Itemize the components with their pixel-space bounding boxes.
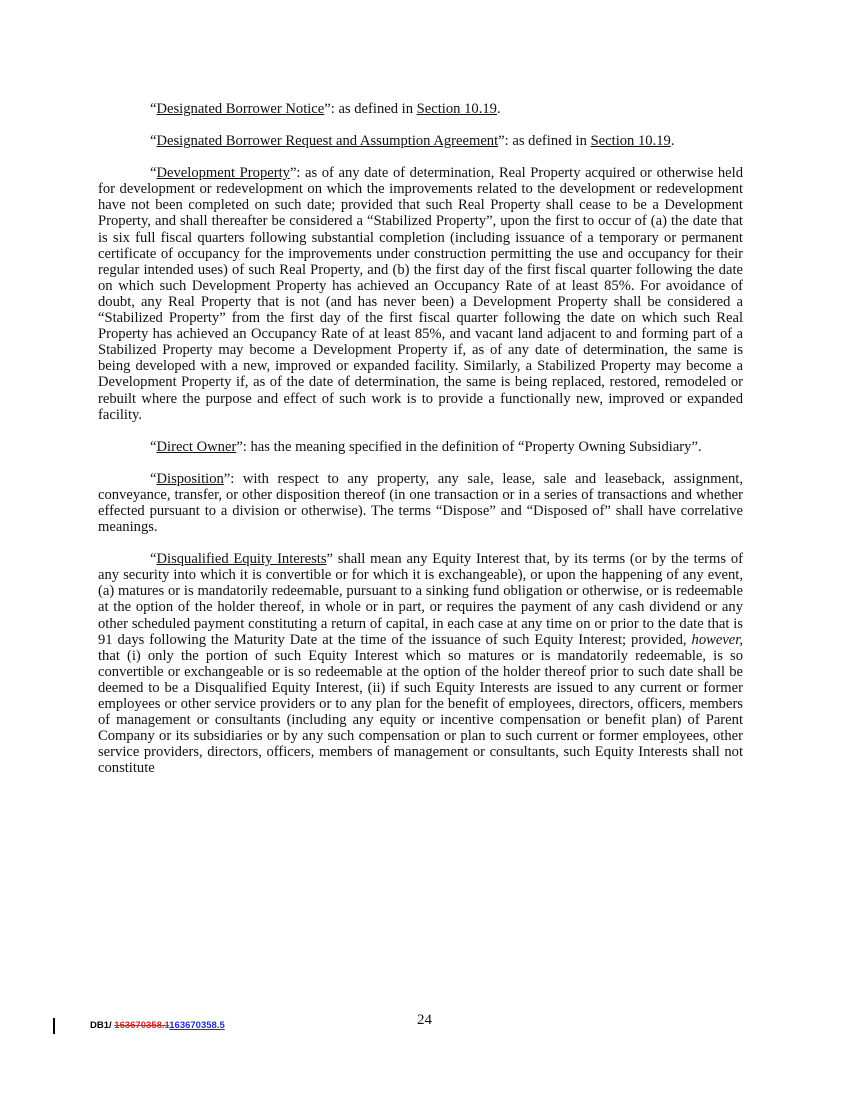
page-number: 24 bbox=[417, 1012, 432, 1028]
document-id-deleted: 163670358.1 bbox=[114, 1020, 170, 1031]
defined-term: Direct Owner bbox=[156, 438, 237, 455]
definition-paragraph bbox=[98, 165, 743, 423]
document-id-inserted: 163670358.5 bbox=[169, 1020, 225, 1031]
definition-text: “ bbox=[150, 551, 157, 568]
definition-paragraph bbox=[98, 439, 743, 455]
definition-paragraph bbox=[98, 471, 743, 535]
definition-text: ”: as defined in bbox=[498, 133, 591, 150]
defined-term: Designated Borrower Notice bbox=[156, 101, 325, 117]
defined-term: Disqualified Equity Interests bbox=[156, 551, 327, 568]
italic-text: however, bbox=[691, 631, 743, 648]
definition-text: ”: with respect to any property, any sale, lease, sale and leaseback, assignment, conveyance, transfer, or other disposition thereof (in one transaction or in a series of transactions and whether effected pursuant to a division or otherwise). The terms “Dispose” and “Disposed of” shall have correlative meanings. bbox=[98, 470, 743, 536]
definition-text: . bbox=[496, 101, 501, 117]
defined-term: Designated Borrower Request and Assumption Agreement bbox=[156, 133, 499, 150]
definition-text: “ bbox=[150, 470, 157, 487]
definition-text: “ bbox=[150, 101, 157, 117]
definition-text: “ bbox=[150, 438, 157, 455]
definitions-body bbox=[98, 101, 743, 792]
definition-text: . bbox=[670, 133, 675, 150]
definition-text: ”: as defined in bbox=[324, 101, 417, 117]
document-id bbox=[90, 1020, 225, 1031]
definition-text: “ bbox=[150, 165, 157, 182]
definition-text: that (i) only the portion of such Equity Interest which so matures or is mandatorily redeemable, is so convertible or exchangeable or is so redeemable at the option of the holder thereof prior to such date shall be deemed to be a Disqualified Equity Interest, (ii) if such Equity Interests are issued to any current or former employees or other service providers or to any plan for the benefit of employees, directors, officers, members of management or consultants (including any equity or incentive compensation or benefit plan) of Parent Company or its subsidiaries or by any such compensation or plan to such current or former employees, other service providers, directors, officers, members of management or consultants, such Equity Interests shall not constitute bbox=[98, 647, 743, 777]
document-id-prefix: DB1/ bbox=[90, 1020, 115, 1031]
revision-change-bar bbox=[53, 1018, 55, 1034]
definition-paragraph bbox=[98, 101, 743, 117]
definition-text: ”: as of any date of determination, Real Property acquired or otherwise held for development or redevelopment on which the improvements related to the development or redevelopment have not been completed on such date; provided that such Real Property shall cease to be a Development Property, and shall thereafter be considered a “Stabilized Property”, upon the first to occur of (a) the date that is six full fiscal quarters following substantial completion (including issuance of a temporary or permanent certificate of occupancy for the improvements under construction permitting the use and occupancy for their regular intended uses) of such Real Property, and (b) the first day of the first fiscal quarter following the date on which such Development Property has achieved an Occupancy Rate of at least 85%. For avoidance of doubt, any Real Property that is not (and has never been) a Development Property shall be considered a “Stabilized Property” from the first day of the first fiscal quarter following the date on which such Real Property has achieved an Occupancy Rate of at least 85%, and vacant land adjacent to and forming part of a Stabilized Property may become a Development Property if, as of any date of determination, the same is being developed with a new, improved or expanded facility. Similarly, a Stabilized Property may become a Development Property if, as of the date of determination, the same is being replaced, restored, remodeled or rebuilt where the purpose and effect of such work is to provide a functionally new, improved or expanded facility. bbox=[98, 165, 744, 423]
definition-text: ”: has the meaning specified in the definition of “Property Owning Subsidiary”. bbox=[236, 438, 702, 455]
definition-paragraph bbox=[98, 551, 743, 776]
section-reference: Section 10.19 bbox=[590, 133, 671, 150]
definition-text: ” shall mean any Equity Interest that, by its terms (or by the terms of any security into which it is convertible or for which it is exchangeable), or upon the happening of any event, (a) matures or is mandatorily redeemable, pursuant to a sinking fund obligation or otherwise, or is redeemable at the option of the holder thereof, in whole or in part, or requires the payment of any cash dividend or any other scheduled payment constituting a return of capital, in each case at any time on or prior to the date that is 91 days following the Maturity Date at the time of the issuance of such Equity Interest; provided, bbox=[98, 551, 743, 648]
definition-text: “ bbox=[150, 133, 157, 150]
defined-term: Development Property bbox=[156, 165, 290, 182]
definition-paragraph bbox=[98, 133, 743, 149]
section-reference: Section 10.19 bbox=[416, 101, 497, 117]
defined-term: Disposition bbox=[156, 470, 224, 487]
